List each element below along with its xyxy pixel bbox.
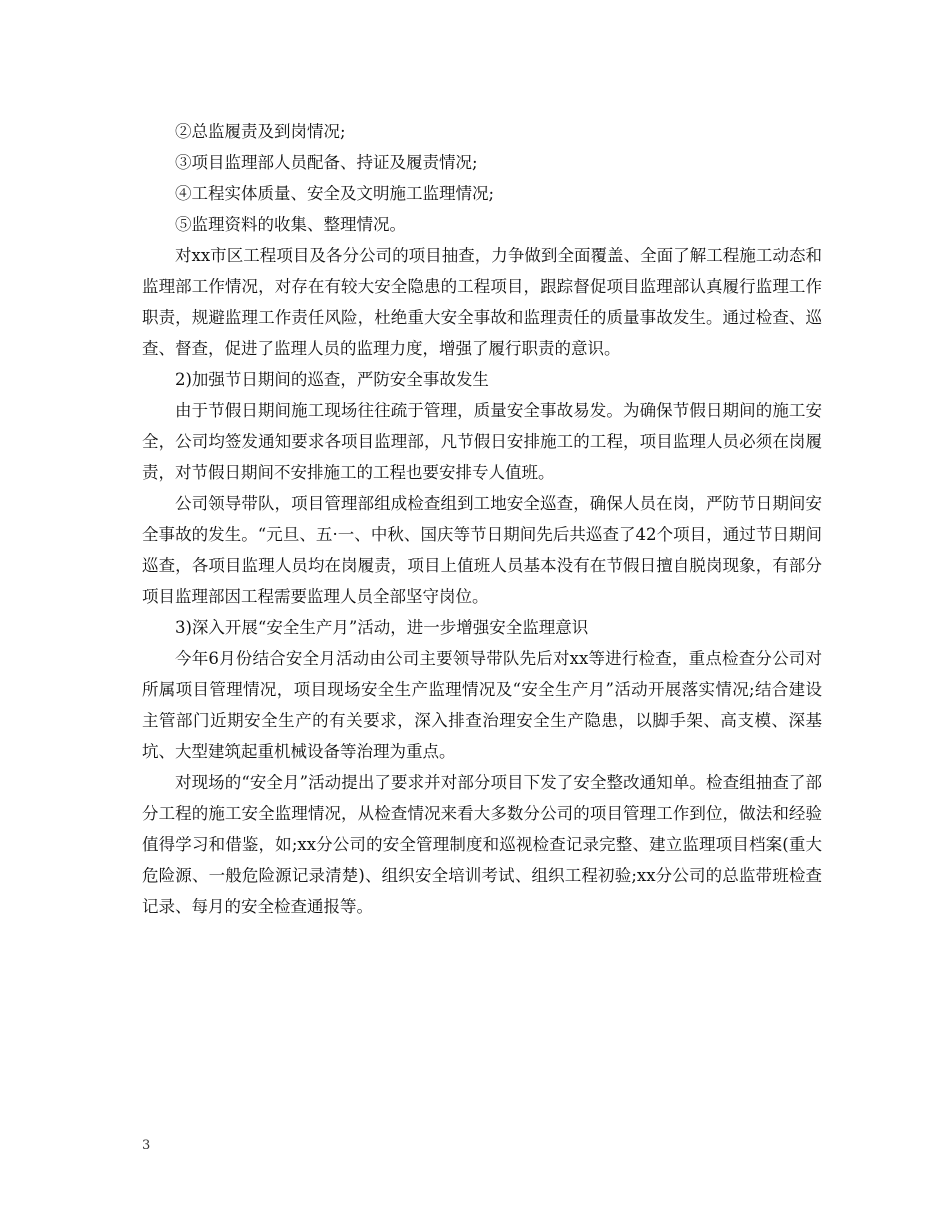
paragraph-leadership-patrol: 公司领导带队，项目管理部组成检查组到工地安全巡查，确保人员在岗，严防节日期间安全事故的发生。“元旦、五·一、中秋、国庆等节日期间先后共巡查了42个项目，通过节日期间巡查，各项目监理人员均在岗履责，项目上值班人员基本没有在节假日擅自脱岗现象，有部分项目监理部因工程需要监理人员全部坚守岗位。 (142, 494, 822, 606)
list-item-quality-safety: ④工程实体质量、安全及文明施工监理情况; (175, 184, 495, 203)
paragraph-holiday-safety: 由于节假日期间施工现场往往疏于管理，质量安全事故易发。为确保节假日期间的施工安全，公司均签发通知要求各项目监理部，凡节假日安排施工的工程，项目监理人员必须在岗履责，对节假日期间不安排施工的工程也要安排专人值班。 (142, 401, 822, 482)
paragraph-inspection-summary: 对xx市区工程项目及各分公司的项目抽查，力争做到全面覆盖、全面了解工程施工动态和监理部工作情况，对存在有较大安全隐患的工程项目，跟踪督促项目监理部认真履行监理工作职责，规避监理工作责任风险，杜绝重大安全事故和监理责任的质量事故发生。通过检查、巡查、督查，促进了监理人员的监理力度，增强了履行职责的意识。 (142, 246, 822, 358)
list-item-records: ⑤监理资料的收集、整理情况。 (175, 215, 406, 234)
document-body (142, 116, 822, 922)
section-heading-holiday-patrol: 2)加强节日期间的巡查，严防安全事故发生 (175, 370, 489, 389)
section-heading-safety-month: 3)深入开展“安全生产月”活动，进一步增强安全监理意识 (175, 618, 589, 637)
paragraph-rectification-notice: 对现场的“安全月”活动提出了要求并对部分项目下发了安全整改通知单。检查组抽查了部分工程的施工安全监理情况，从检查情况来看大多数分公司的项目管理工作到位，做法和经验值得学习和借鉴，如;xx分公司的安全管理制度和巡视检查记录完整、建立监理项目档案(重大危险源、一般危险源记录清楚)、组织安全培训考试、组织工程初验;xx分公司的总监带班检查记录、每月的安全检查通报等。 (142, 773, 822, 916)
page-number: 3 (142, 1138, 151, 1153)
list-item-chief-supervisor: ②总监履责及到岗情况; (175, 122, 346, 141)
list-item-staffing: ③项目监理部人员配备、持证及履责情况; (175, 153, 478, 172)
paragraph-june-inspection: 今年6月份结合安全月活动由公司主要领导带队先后对xx等进行检查，重点检查分公司对所属项目管理情况，项目现场安全生产监理情况及“安全生产月”活动开展落实情况;结合建设主管部门近期安全生产的有关要求，深入排查治理安全生产隐患，以脚手架、高支模、深基坑、大型建筑起重机械设备等治理为重点。 (142, 649, 822, 761)
